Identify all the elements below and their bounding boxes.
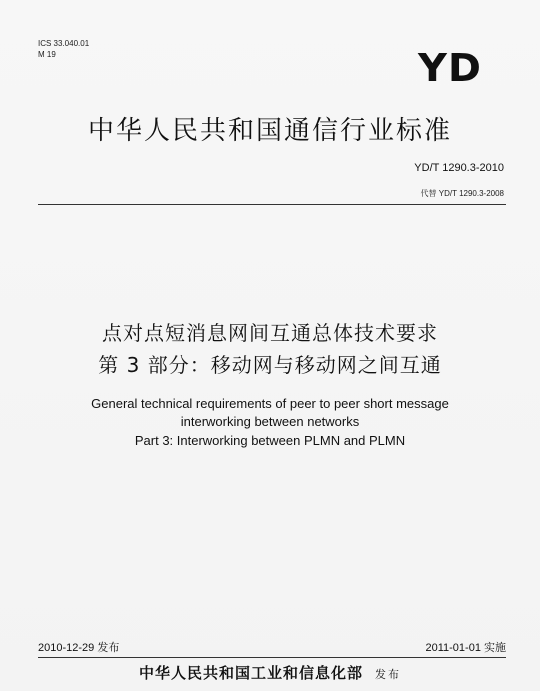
classification-codes [38, 38, 89, 60]
ics-code: ICS 33.040.01 [38, 39, 90, 48]
replaces-standard: 代替 YD/T 1290.3-2008 [420, 189, 504, 198]
effective-date: 2011-01-01 实施 [425, 642, 506, 654]
footer-divider [38, 657, 506, 658]
english-title-line-1: General technical requirements of peer to peer short message [91, 396, 449, 411]
standard-number: YD/T 1290.3-2010 [414, 162, 504, 174]
english-title-line-2: interworking between networks [180, 414, 360, 429]
publisher [0, 662, 540, 683]
publisher-name: 中华人民共和国工业和信息化部 [138, 664, 363, 682]
chinese-title-line-2: 第 3 部分：移动网与移动网之间互通 [98, 353, 442, 377]
category-code: M 19 [38, 50, 56, 59]
yd-logo: YD [417, 46, 482, 90]
publisher-suffix: 发布 [375, 668, 401, 681]
header-divider [38, 204, 506, 205]
chinese-title-line-1: 点对点短消息网间互通总体技术要求 [102, 321, 438, 345]
standard-category-title: 中华人民共和国通信行业标准 [87, 116, 452, 146]
english-title-line-3: Part 3: Interworking between PLMN and PLMN [134, 433, 406, 448]
publish-date: 2010-12-29 发布 [38, 642, 120, 654]
